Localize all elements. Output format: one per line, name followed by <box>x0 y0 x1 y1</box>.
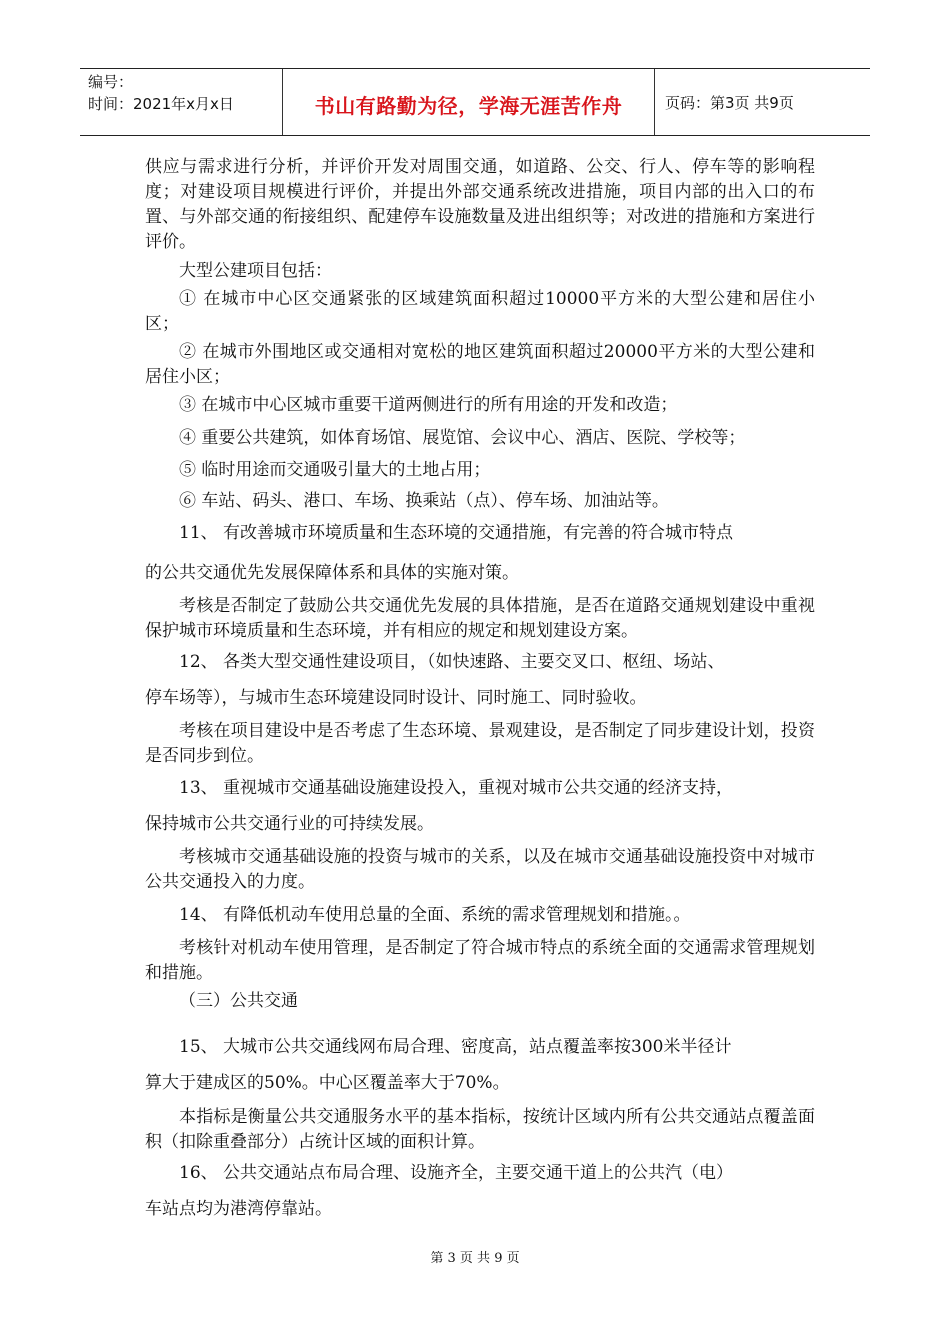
page-header <box>80 68 870 136</box>
item-15-line-1: 15、 大城市公共交通线网布局合理、密度高，站点覆盖率按300米半径计 <box>179 1037 732 1057</box>
item-15-assessment: 本指标是衡量公共交通服务水平的基本指标，按统计区域内所有公共交通站点覆盖面积（扣除重叠部分）占统计区域的面积计算。 <box>145 1107 815 1152</box>
item-16-line-2: 车站点均为港湾停靠站。 <box>145 1199 332 1219</box>
list-item-1: ① 在城市中心区交通紧张的区域建筑面积超过10000平方米的大型公建和居住小区； <box>145 289 815 334</box>
item-12-line-1: 12、 各类大型交通性建设项目，（如快速路、主要交叉口、枢纽、场站、 <box>179 652 725 672</box>
document-number-label: 编号： <box>88 73 134 91</box>
item-11-assessment: 考核是否制定了鼓励公共交通优先发展的具体措施，是否在道路交通规划建设中重视保护城市环境质量和生态环境，并有相应的规定和规划建设方案。 <box>145 596 815 641</box>
item-11-line-1: 11、 有改善城市环境质量和生态环境的交通措施，有完善的符合城市特点 <box>179 523 734 543</box>
item-13-assessment: 考核城市交通基础设施的投资与城市的关系，以及在城市交通基础设施投资中对城市公共交通投入的力度。 <box>145 847 815 892</box>
header-motto: 书山有路勤为径，学海无涯苦作舟 <box>283 69 655 135</box>
header-page-code: 页码：第3页 共9页 <box>665 93 794 112</box>
item-15-line-2: 算大于建成区的50%。中心区覆盖率大于70%。 <box>145 1073 510 1093</box>
item-13-line-1: 13、 重视城市交通基础设施建设投入，重视对城市公共交通的经济支持， <box>179 778 734 798</box>
item-12-line-2: 停车场等），与城市生态环境建设同时设计、同时施工、同时验收。 <box>145 688 647 708</box>
item-14-line-1: 14、 有降低机动车使用总量的全面、系统的需求管理规划和措施。。 <box>179 905 691 925</box>
section-heading-public-transport: （三）公共交通 <box>179 991 298 1011</box>
page-footer: 第 3 页 共 9 页 <box>430 1251 520 1266</box>
list-item-3: ③ 在城市中心区城市重要干道两侧进行的所有用途的开发和改造； <box>179 395 678 415</box>
list-item-2: ② 在城市外围地区或交通相对宽松的地区建筑面积超过20000平方米的大型公建和居住小区； <box>145 342 815 387</box>
document-time-label: 时间：2021年x月x日 <box>88 95 234 113</box>
list-item-6: ⑥ 车站、码头、港口、车场、换乘站（点）、停车场、加油站等。 <box>179 491 669 511</box>
item-12-assessment: 考核在项目建设中是否考虑了生态环境、景观建设，是否制定了同步建设计划，投资是否同步到位。 <box>145 721 815 766</box>
item-16-line-1: 16、 公共交通站点布局合理、设施齐全，主要交通干道上的公共汽（电） <box>179 1163 734 1183</box>
paragraph-intro: 供应与需求进行分析，并评价开发对周围交通，如道路、公交、行人、停车等的影响程度；对建设项目规模进行评价，并提出外部交通系统改进措施，项目内部的出入口的布置、与外部交通的衔接组织、配建停车设施数量及进出组织等；对改进的措施和方案进行评价。 <box>145 157 815 252</box>
header-meta <box>80 69 283 135</box>
item-14-assessment: 考核针对机动车使用管理，是否制定了符合城市特点的系统全面的交通需求管理规划和措施。 <box>145 938 815 983</box>
list-item-4: ④ 重要公共建筑，如体育场馆、展览馆、会议中心、酒店、医院、学校等； <box>179 428 746 448</box>
list-item-5: ⑤ 临时用途而交通吸引量大的土地占用； <box>179 460 491 480</box>
paragraph-list-heading: 大型公建项目包括： <box>179 261 332 281</box>
item-11-line-2: 的公共交通优先发展保障体系和具体的实施对策。 <box>145 563 519 583</box>
item-13-line-2: 保持城市公共交通行业的可持续发展。 <box>145 814 434 834</box>
